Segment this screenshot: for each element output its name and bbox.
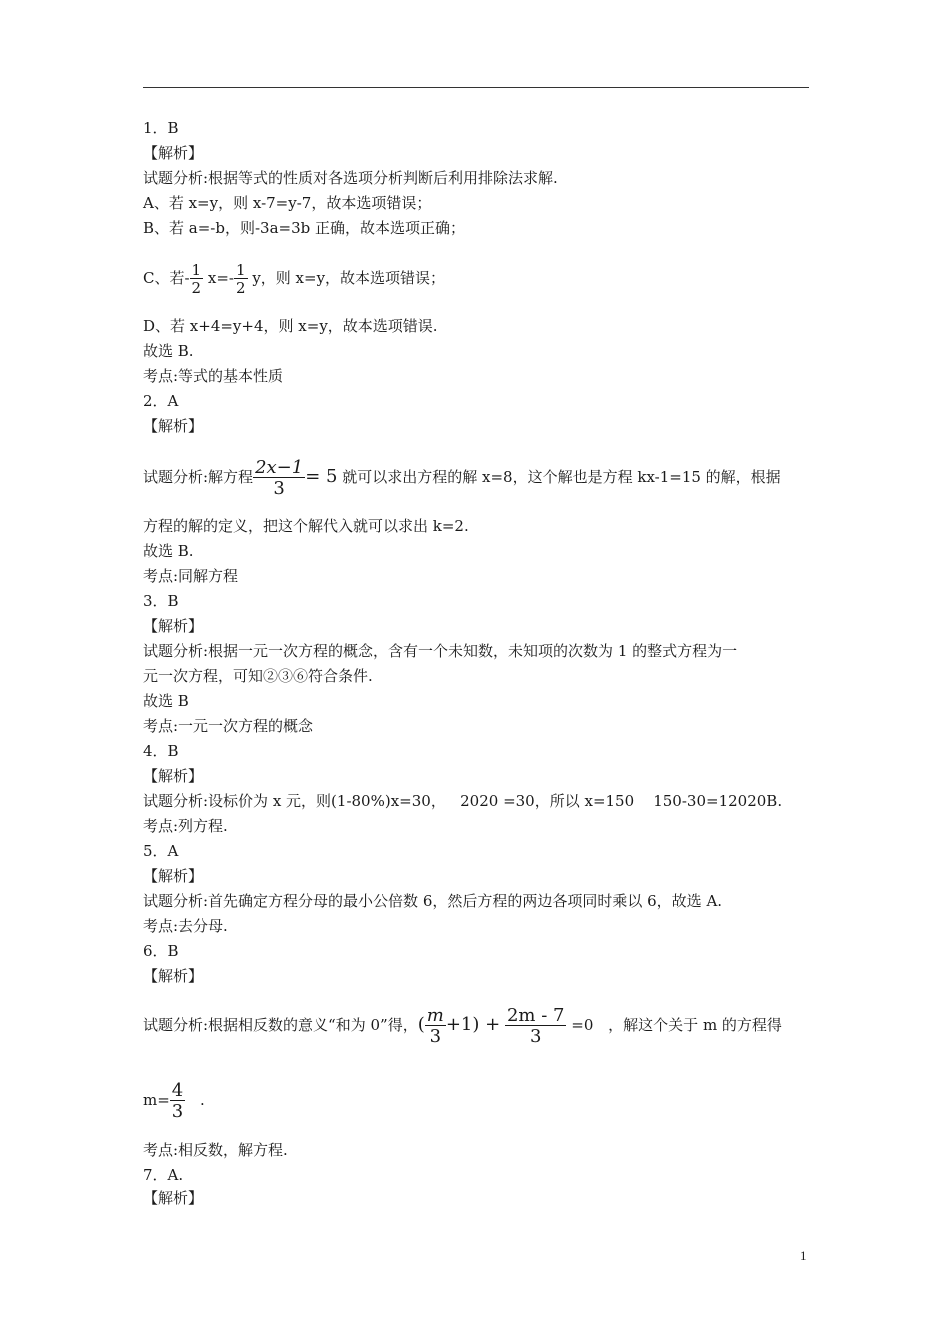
text-line: 试题分析:根据等式的性质对各选项分析判断后利用排除法求解. <box>143 169 558 187</box>
answer-3: 3．B <box>143 592 179 610</box>
text-fragment: x=- <box>207 269 234 287</box>
equation-line <box>143 1003 782 1047</box>
text-line: 试题分析:根据一元一次方程的概念，含有一个未知数，未知项的次数为 1 的整式方程为一 <box>143 642 738 660</box>
analysis-heading: 【解析】 <box>143 967 204 985</box>
fraction-denominator: 2 <box>191 278 202 297</box>
fraction-denominator: 2 <box>235 278 246 297</box>
fraction-2m-minus-7-over-3 <box>505 1004 567 1047</box>
fraction-numerator: 2x−1 <box>255 456 304 478</box>
answer-5: 5．A <box>143 842 179 860</box>
fraction-numerator: 2m - 7 <box>506 1004 565 1026</box>
text-fragment: . <box>200 1091 205 1109</box>
text-fragment: +1) + <box>445 1014 501 1035</box>
fraction-numerator: 1 <box>191 260 202 279</box>
fraction-numerator: 4 <box>171 1079 184 1101</box>
fraction-denominator: 3 <box>429 1025 442 1047</box>
text-fragment: 就可以求出方程的解 x=8，这个解也是方程 kx-1=15 的解，根据 <box>342 468 781 486</box>
text-line: 故选 B <box>143 692 189 710</box>
text-line: 考点:等式的基本性质 <box>143 367 284 385</box>
analysis-heading: 【解析】 <box>143 767 204 785</box>
result-line <box>143 1078 205 1122</box>
text-fragment: =0 <box>571 1016 594 1034</box>
text-line: 考点:去分母. <box>143 917 228 935</box>
fraction-numerator: m <box>426 1004 444 1026</box>
text-line: 考点:相反数，解方程. <box>143 1141 288 1159</box>
answer-1: 1．B <box>143 119 179 137</box>
text-line: 考点:一元一次方程的概念 <box>143 717 314 735</box>
equation-line <box>143 455 781 499</box>
answer-6: 6．B <box>143 942 179 960</box>
page-number: 1 <box>800 1248 807 1263</box>
text-line: D、若 x+4=y+4，则 x=y，故本选项错误. <box>143 317 438 335</box>
text-line: 试题分析:设标价为 x 元，则(1-80%)x=30， 2020 =30，所以 x=150 150-30=12020B. <box>143 792 783 810</box>
text-line: 试题分析:首先确定方程分母的最小公倍数 6，然后方程的两边各项同时乘以 6，故选 A. <box>143 892 723 910</box>
analysis-heading: 【解析】 <box>143 144 204 162</box>
fraction-denominator: 3 <box>171 1100 184 1122</box>
fraction-numerator: 1 <box>235 260 246 279</box>
text-line: A、若 x=y，则 x-7=y-7，故本选项错误； <box>143 194 432 212</box>
text-line: 元一次方程，可知②③⑥符合条件. <box>143 667 373 685</box>
fraction-denominator: 3 <box>273 477 285 499</box>
text-fragment: y，则 x=y，故本选项错误； <box>252 269 446 287</box>
header-rule <box>143 87 809 88</box>
fraction-four-thirds <box>170 1079 185 1122</box>
answer-7: 7．A. <box>143 1166 184 1184</box>
answer-4: 4．B <box>143 742 179 760</box>
analysis-heading: 【解析】 <box>143 617 204 635</box>
text-fragment: 试题分析:解方程 <box>143 468 254 486</box>
option-c-line <box>143 258 445 298</box>
text-fragment: m= <box>143 1091 170 1109</box>
text-line: B、若 a=-b，则-3a=3b 正确，故本选项正确； <box>143 219 466 237</box>
text-line: 考点:同解方程 <box>143 567 239 585</box>
text-line: 故选 B. <box>143 542 194 560</box>
text-fragment: ，解这个关于 m 的方程得 <box>608 1016 782 1034</box>
text-line: 方程的解的定义，把这个解代入就可以求出 k=2. <box>143 517 469 535</box>
fraction-one-half <box>190 260 204 297</box>
fraction-m-over-3 <box>425 1004 446 1047</box>
analysis-heading: 【解析】 <box>143 417 204 435</box>
equals-five: = 5 <box>305 466 338 487</box>
text-fragment: 试题分析:根据相反数的意义“和为 0”得， <box>143 1016 418 1034</box>
open-paren: ( <box>417 1014 425 1035</box>
fraction-denominator: 3 <box>530 1025 542 1047</box>
answer-2: 2．A <box>143 392 179 410</box>
text-line: 考点:列方程. <box>143 817 228 835</box>
fraction-2x-minus-1-over-3 <box>253 456 305 499</box>
fraction-one-half <box>234 260 248 297</box>
text-fragment: C、若- <box>143 269 190 287</box>
analysis-heading: 【解析】 <box>143 867 204 885</box>
text-line: 故选 B. <box>143 342 194 360</box>
analysis-heading: 【解析】 <box>143 1189 204 1207</box>
